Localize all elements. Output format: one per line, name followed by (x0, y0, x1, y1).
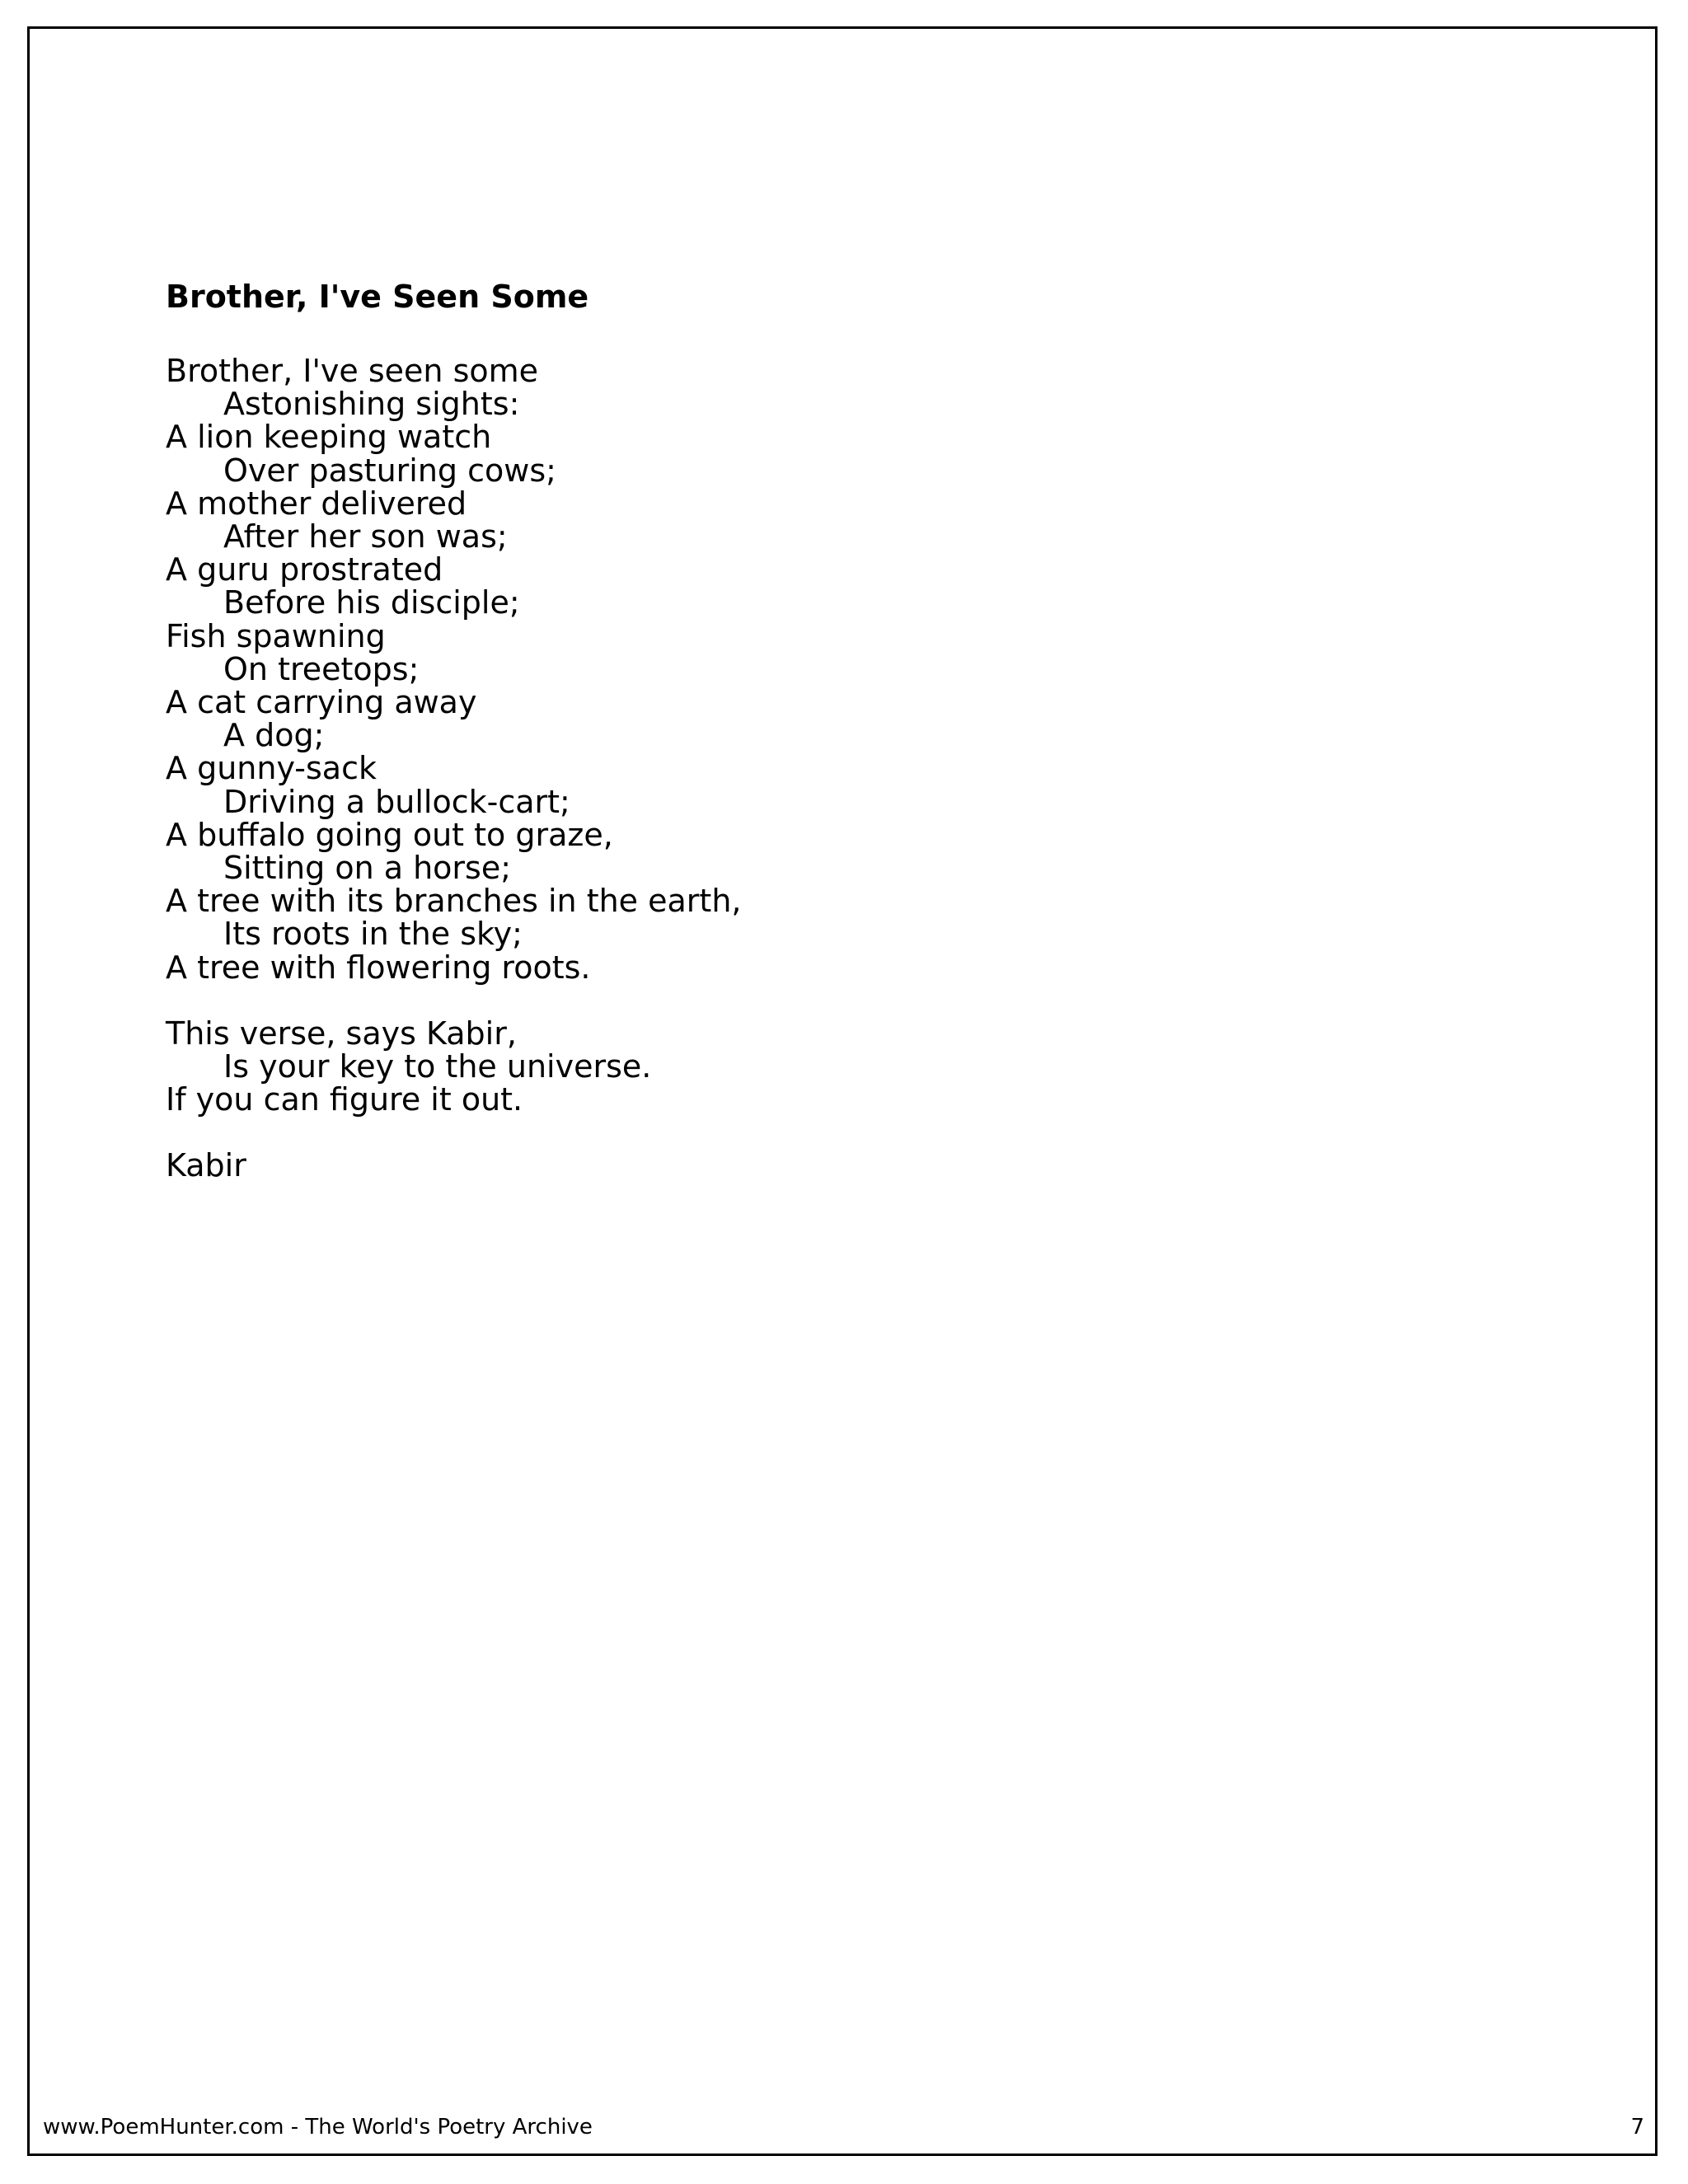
poem-line: A tree with flowering roots. (166, 949, 591, 986)
poem-line: A buffalo going out to graze, (166, 816, 613, 853)
poem-line: A tree with its branches in the earth, (166, 883, 742, 920)
poem-line: A gunny-sack (166, 750, 377, 787)
poem-line: Sitting on a horse; (223, 850, 512, 887)
page-number: 7 (1630, 2115, 1644, 2139)
poem-title: Brother, I've Seen Some (166, 279, 589, 315)
poem-body (166, 354, 1567, 1183)
poem-line: On treetops; (223, 650, 420, 687)
poem-line: Astonishing sights: (223, 386, 520, 423)
stanza-2 (166, 1017, 1567, 1117)
poem-line: A dog; (223, 717, 325, 754)
poem-line: Brother, I've seen some (166, 353, 539, 389)
poem-line: After her son was; (223, 518, 508, 555)
poem-line: Over pasturing cows; (223, 452, 556, 489)
stanza-1 (166, 354, 1567, 984)
poem-line: A lion keeping watch (166, 419, 492, 456)
poem-author: Kabir (166, 1147, 246, 1184)
poem-line: Is your key to the universe. (223, 1048, 652, 1085)
poem-line: Fish spawning (166, 617, 386, 654)
poem-line: This verse, says Kabir, (166, 1015, 517, 1052)
footer-source: www.PoemHunter.com - The World's Poetry Archive (43, 2115, 593, 2139)
poem-content (166, 272, 1567, 1183)
poem-line: A guru prostrated (166, 551, 443, 588)
poem-line: A mother delivered (166, 485, 467, 522)
poem-line: Its roots in the sky; (223, 916, 523, 953)
poem-line: Before his disciple; (223, 584, 520, 621)
poem-line: A cat carrying away (166, 684, 477, 721)
poem-line: Driving a bullock-cart; (223, 783, 570, 820)
poem-line: If you can figure it out. (166, 1081, 523, 1118)
